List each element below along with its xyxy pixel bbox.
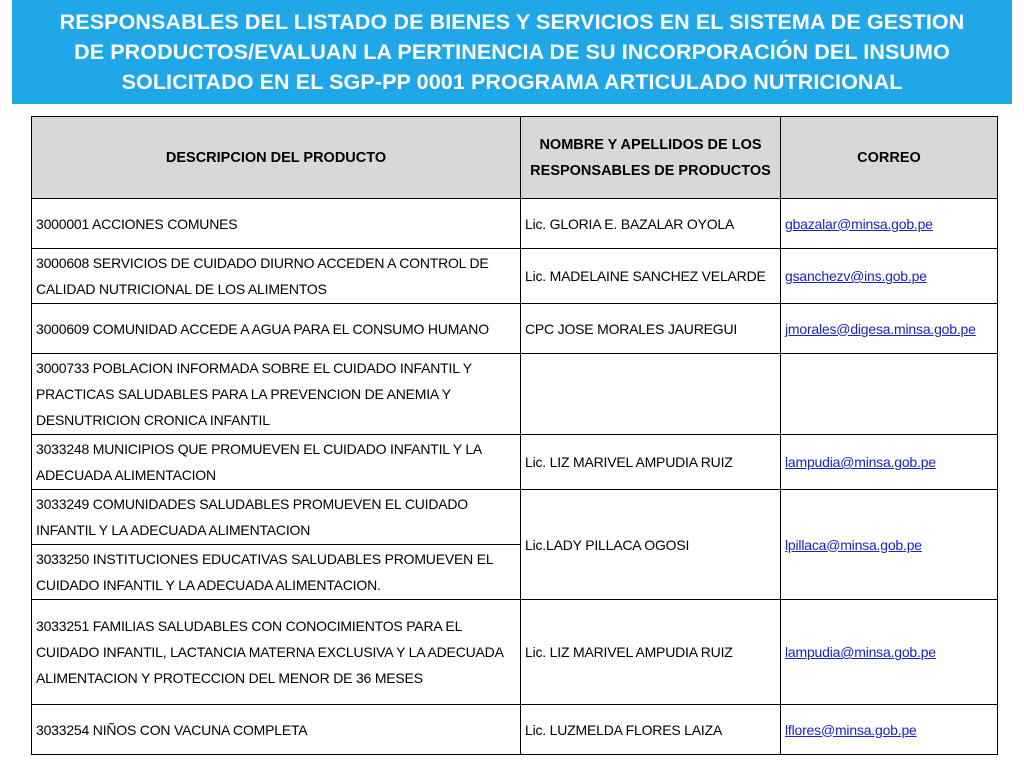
responsables-table: [31, 116, 998, 755]
table-row: [32, 490, 998, 545]
header-description: DESCRIPCION DEL PRODUCTO: [32, 117, 521, 199]
table-row: [32, 199, 998, 249]
email-link[interactable]: gsanchezv@ins.gob.pe: [785, 268, 927, 284]
title-line-2: DE PRODUCTOS/EVALUAN LA PERTINENCIA DE SU INCORPORACIÓN DEL INSUMO: [74, 40, 950, 64]
table-row: [32, 249, 998, 304]
email-link[interactable]: lampudia@minsa.gob.pe: [785, 644, 936, 660]
table-row: [32, 705, 998, 755]
email-link[interactable]: lpillaca@minsa.gob.pe: [785, 536, 922, 553]
product-description: 3033248 MUNICIPIOS QUE PROMUEVEN EL CUIDADO INFANTIL Y LA ADECUADA ALIMENTACION: [32, 435, 521, 490]
email-link[interactable]: lampudia@minsa.gob.pe: [785, 454, 936, 470]
email-link[interactable]: gbazalar@minsa.gob.pe: [785, 215, 933, 232]
product-description: 3033254 NIÑOS CON VACUNA COMPLETA: [32, 705, 521, 755]
product-description: 3000733 POBLACION INFORMADA SOBRE EL CUIDADO INFANTIL Y PRACTICAS SALUDABLES PARA LA PREVENCION DE ANEMIA Y DESNUTRICION CRONICA INFANTIL: [32, 354, 521, 435]
product-description: 3033249 COMUNIDADES SALUDABLES PROMUEVEN EL CUIDADO INFANTIL Y LA ADECUADA ALIMENTACION: [32, 490, 521, 545]
table-row: [32, 354, 998, 435]
email-cell: [781, 600, 998, 705]
table-header-row: [32, 117, 998, 199]
email-cell: [781, 705, 998, 755]
header-responsible: [521, 117, 781, 199]
table-row: [32, 600, 998, 705]
email-link[interactable]: lflores@minsa.gob.pe: [785, 721, 917, 738]
email-cell: [781, 490, 998, 600]
email-cell: [781, 435, 998, 490]
responsible-name: Lic. GLORIA E. BAZALAR OYOLA: [521, 199, 781, 249]
responsible-name: Lic. LUZMELDA FLORES LAIZA: [521, 705, 781, 755]
email-link[interactable]: jmorales@digesa.minsa.gob.pe: [785, 320, 976, 337]
responsible-name: Lic.LADY PILLACA OGOSI: [521, 490, 781, 600]
product-description: 3000609 COMUNIDAD ACCEDE A AGUA PARA EL CONSUMO HUMANO: [32, 304, 521, 354]
title-line-3: SOLICITADO EN EL SGP-PP 0001 PROGRAMA ARTICULADO NUTRICIONAL: [121, 70, 903, 94]
header-email: CORREO: [781, 117, 998, 199]
product-description: 3000001 ACCIONES COMUNES: [32, 199, 521, 249]
title-line-1: RESPONSABLES DEL LISTADO DE BIENES Y SERVICIOS EN EL SISTEMA DE GESTION: [59, 10, 965, 34]
responsible-name: Lic. LIZ MARIVEL AMPUDIA RUIZ: [521, 435, 781, 490]
table-row: [32, 435, 998, 490]
responsible-name: Lic. LIZ MARIVEL AMPUDIA RUIZ: [521, 600, 781, 705]
email-cell: [781, 304, 998, 354]
table-row: [32, 304, 998, 354]
email-cell: [781, 354, 998, 435]
product-description: 3033250 INSTITUCIONES EDUCATIVAS SALUDABLES PROMUEVEN EL CUIDADO INFANTIL Y LA ADECUADA ALIMENTACION.: [32, 545, 521, 600]
product-description: 3000608 SERVICIOS DE CUIDADO DIURNO ACCEDEN A CONTROL DE CALIDAD NUTRICIONAL DE LOS ALIMENTOS: [32, 249, 521, 304]
responsible-name: CPC JOSE MORALES JAUREGUI: [521, 304, 781, 354]
header-responsible-line-2: RESPONSABLES DE PRODUCTOS: [530, 162, 771, 179]
responsible-name: Lic. MADELAINE SANCHEZ VELARDE: [521, 249, 781, 304]
email-cell: [781, 199, 998, 249]
product-description: 3033251 FAMILIAS SALUDABLES CON CONOCIMIENTOS PARA EL CUIDADO INFANTIL, LACTANCIA MATERNA EXCLUSIVA Y LA ADECUADA ALIMENTACION Y PROTECCION DEL MENOR DE 36 MESES: [32, 600, 521, 705]
page-title: [12, 0, 1012, 97]
title-banner: [12, 0, 1012, 104]
email-cell: [781, 249, 998, 304]
header-responsible-line-1: NOMBRE Y APELLIDOS DE LOS: [539, 136, 762, 153]
responsible-name: [521, 354, 781, 435]
